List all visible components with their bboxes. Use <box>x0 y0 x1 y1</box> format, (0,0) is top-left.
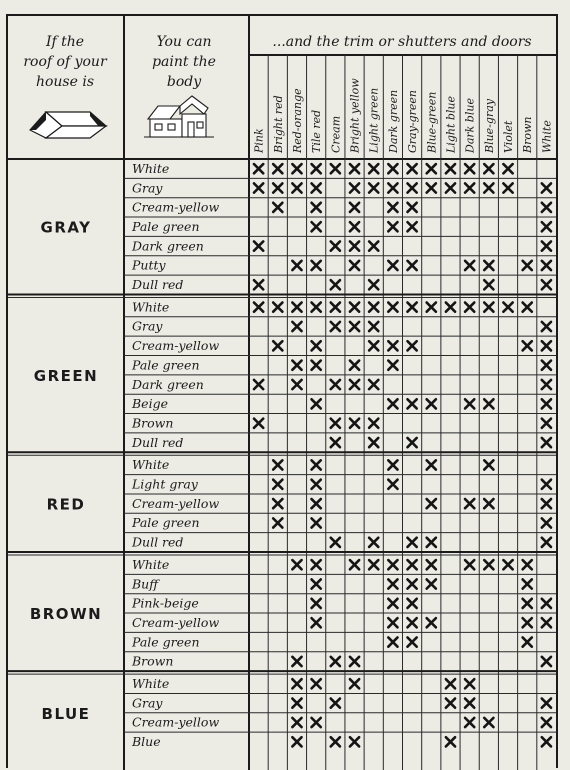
trim-header: ...and the trim or shutters and doors <box>272 34 532 50</box>
trim-label: Pink <box>252 128 266 153</box>
x-mark <box>388 341 397 350</box>
x-mark <box>542 618 551 627</box>
roof-color-label: BLUE <box>41 704 91 723</box>
x-mark <box>407 438 416 447</box>
x-mark <box>465 718 474 727</box>
body-color-label: Buff <box>132 576 159 592</box>
x-mark <box>407 599 416 608</box>
x-mark <box>254 241 263 250</box>
x-mark <box>427 579 436 588</box>
body-color-label: Gray <box>132 180 163 196</box>
x-mark <box>350 380 359 389</box>
body-header-line-2: paint the <box>152 54 216 70</box>
x-mark <box>388 599 397 608</box>
x-mark <box>388 460 397 469</box>
x-mark <box>484 460 493 469</box>
x-mark <box>484 280 493 289</box>
x-mark <box>331 438 340 447</box>
x-mark <box>369 280 378 289</box>
x-mark <box>369 380 378 389</box>
body-color-label: Pale green <box>132 515 200 531</box>
x-mark <box>350 261 359 270</box>
x-mark <box>427 303 436 312</box>
x-mark <box>407 203 416 212</box>
x-mark <box>446 679 455 688</box>
x-mark <box>427 538 436 547</box>
x-mark <box>292 164 301 173</box>
x-mark <box>388 222 397 231</box>
trim-label: Violet <box>502 120 516 153</box>
x-mark <box>465 183 474 192</box>
x-mark <box>407 303 416 312</box>
x-mark <box>542 657 551 666</box>
x-mark <box>542 261 551 270</box>
body-color-label: Cream-yellow <box>132 338 220 354</box>
x-mark <box>388 203 397 212</box>
x-mark <box>292 261 301 270</box>
body-color-label: Pale green <box>132 634 200 650</box>
x-mark <box>292 183 301 192</box>
x-mark <box>312 480 321 489</box>
x-mark <box>331 322 340 331</box>
trim-label: Dark blue <box>463 98 477 153</box>
trim-label: Light blue <box>444 95 458 153</box>
x-mark <box>503 164 512 173</box>
x-mark <box>465 699 474 708</box>
body-color-label: White <box>132 160 170 176</box>
x-mark <box>312 183 321 192</box>
x-mark <box>312 261 321 270</box>
roof-header-line-2: roof of your <box>23 54 107 70</box>
x-mark <box>369 322 378 331</box>
x-mark <box>446 183 455 192</box>
x-mark <box>446 164 455 173</box>
x-mark <box>273 183 282 192</box>
x-mark <box>484 399 493 408</box>
x-mark <box>273 203 282 212</box>
x-mark <box>350 241 359 250</box>
x-mark <box>331 538 340 547</box>
x-mark <box>273 164 282 173</box>
x-mark <box>542 499 551 508</box>
x-mark <box>542 380 551 389</box>
body-color-label: Beige <box>132 396 168 412</box>
roof-header-line-1: If the <box>45 34 85 50</box>
x-mark <box>369 183 378 192</box>
x-mark <box>407 637 416 646</box>
house-icon <box>144 96 214 137</box>
x-mark <box>484 718 493 727</box>
x-mark <box>542 183 551 192</box>
x-mark <box>446 737 455 746</box>
x-mark <box>465 679 474 688</box>
x-mark <box>292 737 301 746</box>
trim-label: Blue-green <box>425 91 439 153</box>
x-mark <box>484 499 493 508</box>
x-mark <box>388 361 397 370</box>
x-mark <box>254 303 263 312</box>
body-color-label: Blue <box>132 734 161 750</box>
x-mark <box>331 280 340 289</box>
x-mark <box>312 222 321 231</box>
x-mark <box>542 361 551 370</box>
body-header-line-1: You can <box>156 34 212 50</box>
x-mark <box>273 480 282 489</box>
x-mark <box>369 164 378 173</box>
x-mark <box>427 399 436 408</box>
body-color-label: Pink-beige <box>132 595 199 611</box>
x-mark <box>484 261 493 270</box>
x-mark <box>523 599 532 608</box>
x-mark <box>503 560 512 569</box>
x-mark <box>388 303 397 312</box>
x-mark <box>273 460 282 469</box>
x-mark <box>484 560 493 569</box>
x-mark <box>407 579 416 588</box>
body-header-line-3: body <box>166 74 202 90</box>
roof-color-label: GRAY <box>40 218 92 237</box>
x-mark <box>523 261 532 270</box>
x-mark <box>542 222 551 231</box>
roof-icon <box>30 112 106 138</box>
x-mark <box>388 637 397 646</box>
x-mark <box>350 361 359 370</box>
x-mark <box>331 657 340 666</box>
x-mark <box>542 203 551 212</box>
body-color-label: Dull red <box>132 277 184 293</box>
x-mark <box>388 183 397 192</box>
x-mark <box>369 341 378 350</box>
x-mark <box>312 203 321 212</box>
x-mark <box>312 361 321 370</box>
x-mark <box>292 699 301 708</box>
body-color-label: White <box>132 556 170 572</box>
body-color-label: White <box>132 676 170 692</box>
body-color-label: Brown <box>132 415 174 431</box>
x-mark <box>523 560 532 569</box>
x-mark <box>312 718 321 727</box>
x-mark <box>388 560 397 569</box>
x-mark <box>407 261 416 270</box>
x-mark <box>465 499 474 508</box>
body-color-label: Cream-yellow <box>132 714 220 730</box>
x-mark <box>484 183 493 192</box>
x-mark <box>312 164 321 173</box>
x-mark <box>350 303 359 312</box>
body-color-label: Dull red <box>132 534 184 550</box>
x-mark <box>350 322 359 331</box>
x-mark <box>542 718 551 727</box>
x-mark <box>331 737 340 746</box>
x-mark <box>446 699 455 708</box>
body-color-label: Pale green <box>132 218 200 234</box>
body-color-label: Cream-yellow <box>132 614 220 630</box>
trim-label: Red-orange <box>290 88 304 153</box>
x-mark <box>292 560 301 569</box>
x-mark <box>312 460 321 469</box>
x-mark <box>350 737 359 746</box>
x-mark <box>523 341 532 350</box>
x-mark <box>292 380 301 389</box>
x-mark <box>388 164 397 173</box>
x-mark <box>407 618 416 627</box>
body-color-label: White <box>132 299 170 315</box>
x-mark <box>542 538 551 547</box>
body-color-label: White <box>132 457 170 473</box>
x-mark <box>369 241 378 250</box>
x-mark <box>273 341 282 350</box>
x-mark <box>523 637 532 646</box>
x-mark <box>388 618 397 627</box>
x-mark <box>484 303 493 312</box>
body-color-label: Cream-yellow <box>132 199 220 215</box>
x-mark <box>369 303 378 312</box>
x-mark <box>254 280 263 289</box>
trim-label: Brown <box>521 116 535 153</box>
chart-grid <box>8 16 556 770</box>
x-mark <box>542 480 551 489</box>
x-mark <box>427 164 436 173</box>
x-mark <box>350 560 359 569</box>
trim-label: White <box>540 120 554 153</box>
x-mark <box>542 322 551 331</box>
x-mark <box>407 538 416 547</box>
x-mark <box>350 164 359 173</box>
x-mark <box>465 399 474 408</box>
x-mark <box>427 618 436 627</box>
paint-color-chart <box>6 14 558 768</box>
body-color-label: Cream-yellow <box>132 495 220 511</box>
x-mark <box>542 241 551 250</box>
body-color-label: Dark green <box>132 238 204 254</box>
x-mark <box>465 560 474 569</box>
trim-label: Cream <box>329 115 343 153</box>
roof-header-line-3: house is <box>35 74 95 90</box>
x-mark <box>542 280 551 289</box>
x-mark <box>292 322 301 331</box>
x-mark <box>273 499 282 508</box>
body-color-label: Gray <box>132 695 163 711</box>
body-header <box>144 34 216 137</box>
x-mark <box>465 303 474 312</box>
x-mark <box>484 164 493 173</box>
x-mark <box>350 419 359 428</box>
trim-label: Blue-gray <box>482 99 496 153</box>
x-mark <box>312 618 321 627</box>
x-mark <box>427 560 436 569</box>
x-mark <box>369 538 378 547</box>
x-mark <box>331 241 340 250</box>
x-mark <box>369 438 378 447</box>
x-mark <box>388 261 397 270</box>
x-mark <box>350 203 359 212</box>
trim-label: Bright red <box>271 95 285 153</box>
x-mark <box>292 657 301 666</box>
roof-color-label: RED <box>46 495 86 514</box>
x-mark <box>292 679 301 688</box>
x-mark <box>331 164 340 173</box>
x-mark <box>465 164 474 173</box>
x-mark <box>542 419 551 428</box>
body-color-label: Putty <box>132 257 166 273</box>
x-mark <box>369 419 378 428</box>
body-color-label: Gray <box>132 318 163 334</box>
body-color-label: Light gray <box>132 476 198 492</box>
trim-label: Tile red <box>310 109 324 153</box>
x-mark <box>369 560 378 569</box>
x-mark <box>292 718 301 727</box>
x-mark <box>350 222 359 231</box>
x-mark <box>407 560 416 569</box>
x-mark <box>542 599 551 608</box>
x-mark <box>523 303 532 312</box>
x-mark <box>254 164 263 173</box>
x-mark <box>542 438 551 447</box>
trim-label: Light green <box>367 87 381 153</box>
body-color-label: Dull red <box>132 434 184 450</box>
x-mark <box>331 419 340 428</box>
x-mark <box>407 222 416 231</box>
x-mark <box>350 679 359 688</box>
trim-label: Gray-green <box>406 90 420 153</box>
x-mark <box>273 303 282 312</box>
x-mark <box>254 380 263 389</box>
x-mark <box>427 183 436 192</box>
x-mark <box>523 618 532 627</box>
x-mark <box>542 737 551 746</box>
x-mark <box>350 657 359 666</box>
x-mark <box>388 579 397 588</box>
roof-color-label: BROWN <box>29 605 103 624</box>
x-mark <box>388 480 397 489</box>
x-mark <box>331 699 340 708</box>
x-mark <box>312 599 321 608</box>
x-mark <box>312 579 321 588</box>
x-mark <box>312 518 321 527</box>
x-mark <box>312 303 321 312</box>
x-mark <box>523 579 532 588</box>
x-mark <box>542 518 551 527</box>
x-mark <box>542 699 551 708</box>
body-color-label: Dark green <box>132 376 204 392</box>
x-mark <box>254 183 263 192</box>
x-mark <box>331 380 340 389</box>
roof-header <box>23 34 108 138</box>
x-mark <box>350 183 359 192</box>
x-mark <box>312 560 321 569</box>
x-mark <box>503 303 512 312</box>
x-mark <box>312 499 321 508</box>
x-mark <box>427 499 436 508</box>
x-mark <box>542 341 551 350</box>
x-mark <box>465 261 474 270</box>
x-mark <box>388 399 397 408</box>
body-color-label: Brown <box>132 653 174 669</box>
x-mark <box>312 341 321 350</box>
trim-label: Dark green <box>386 89 400 153</box>
x-mark <box>312 399 321 408</box>
x-mark <box>407 183 416 192</box>
x-mark <box>254 419 263 428</box>
x-mark <box>312 679 321 688</box>
body-color-label: Pale green <box>132 357 200 373</box>
trim-label: Bright yellow <box>348 78 362 153</box>
x-mark <box>503 183 512 192</box>
x-mark <box>292 361 301 370</box>
x-mark <box>446 303 455 312</box>
x-mark <box>292 303 301 312</box>
x-mark <box>331 303 340 312</box>
x-mark <box>407 164 416 173</box>
x-mark <box>407 399 416 408</box>
roof-color-label: GREEN <box>33 366 99 385</box>
x-mark <box>427 460 436 469</box>
x-mark <box>407 341 416 350</box>
x-mark <box>273 518 282 527</box>
x-mark <box>542 399 551 408</box>
